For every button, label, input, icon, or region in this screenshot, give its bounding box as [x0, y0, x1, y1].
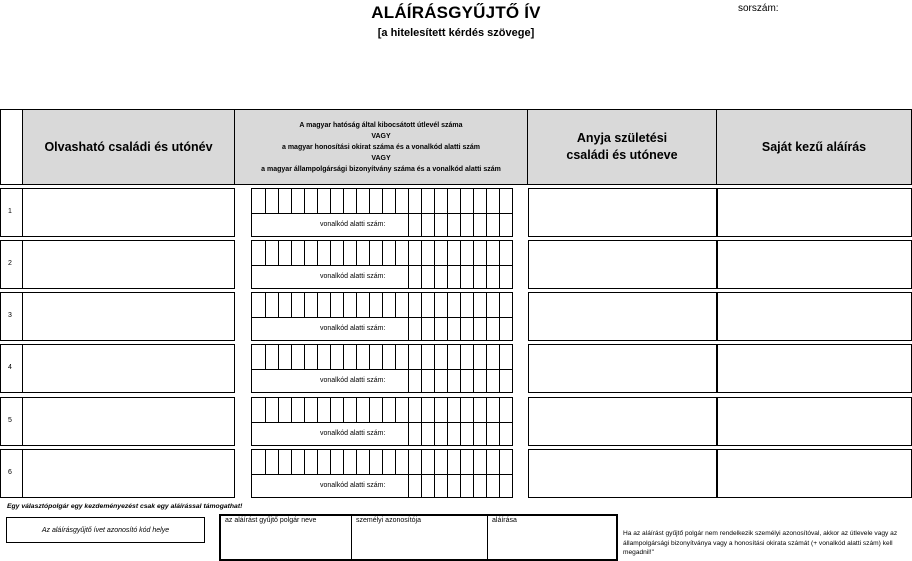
box-divider: [434, 213, 435, 236]
box-divider: [499, 317, 500, 340]
box-divider: [447, 422, 448, 445]
box-divider: [447, 189, 448, 213]
box-divider: [499, 189, 500, 213]
box-divider: [369, 345, 370, 369]
header-name-label: Olvasható családi és utónév: [44, 139, 213, 154]
box-divider: [369, 293, 370, 317]
header-number-cell: [0, 109, 22, 185]
box-divider: [317, 450, 318, 474]
box-divider: [330, 450, 331, 474]
box-divider: [486, 369, 487, 392]
row-number: 2: [8, 260, 12, 267]
row-number: 6: [8, 469, 12, 476]
table-row: [0, 449, 912, 498]
box-divider: [382, 345, 383, 369]
box-divider: [473, 474, 474, 497]
signature-field[interactable]: [717, 240, 912, 289]
header-doc-line5: a magyar állampolgársági bizonyítvány száma és a vonalkód alatti szám: [261, 165, 501, 173]
code-placeholder-box: [6, 517, 205, 543]
box-divider: [265, 345, 266, 369]
box-divider: [486, 189, 487, 213]
box-divider: [421, 317, 422, 340]
box-divider: [278, 241, 279, 265]
box-divider: [278, 450, 279, 474]
box-divider: [278, 398, 279, 422]
box-divider: [265, 189, 266, 213]
header-name: [22, 109, 235, 185]
box-divider: [317, 189, 318, 213]
box-divider: [408, 241, 409, 265]
box-divider: [447, 474, 448, 497]
collector-signature-field[interactable]: [488, 516, 616, 559]
barcode-label: vonalkód alatti szám:: [320, 482, 386, 489]
document-number-boxes[interactable]: [252, 241, 512, 266]
box-divider: [473, 369, 474, 392]
document-number-field[interactable]: [251, 344, 513, 393]
name-field[interactable]: [22, 344, 235, 393]
box-divider: [473, 213, 474, 236]
box-divider: [330, 398, 331, 422]
code-placeholder-label: Az aláírásgyűjtő ívet azonosító kód helye: [41, 526, 170, 534]
box-divider: [356, 450, 357, 474]
box-divider: [473, 422, 474, 445]
box-divider: [447, 398, 448, 422]
box-divider: [278, 293, 279, 317]
box-divider: [460, 450, 461, 474]
box-divider: [330, 189, 331, 213]
box-divider: [421, 369, 422, 392]
name-field[interactable]: [22, 188, 235, 237]
box-divider: [434, 293, 435, 317]
document-number-boxes[interactable]: [252, 189, 512, 214]
box-divider: [395, 398, 396, 422]
box-divider: [265, 241, 266, 265]
box-divider: [356, 398, 357, 422]
document-number-boxes[interactable]: [252, 293, 512, 318]
box-divider: [291, 398, 292, 422]
document-number-field[interactable]: [251, 188, 513, 237]
box-divider: [460, 317, 461, 340]
box-divider: [499, 265, 500, 288]
box-divider: [447, 241, 448, 265]
signature-field[interactable]: [717, 449, 912, 498]
box-divider: [343, 398, 344, 422]
document-number-field[interactable]: [251, 397, 513, 446]
box-divider: [486, 398, 487, 422]
box-divider: [421, 189, 422, 213]
box-divider: [291, 450, 292, 474]
mother-name-field[interactable]: [528, 397, 717, 446]
signature-field[interactable]: [717, 292, 912, 341]
box-divider: [408, 398, 409, 422]
footnote: Egy választópolgár egy kezdeményezést csak egy aláírással támogathat!: [7, 503, 243, 510]
box-divider: [434, 345, 435, 369]
signature-field[interactable]: [717, 344, 912, 393]
box-divider: [460, 398, 461, 422]
barcode-number-boxes[interactable]: [252, 213, 512, 236]
row-number-cell: [0, 397, 22, 446]
box-divider: [434, 422, 435, 445]
box-divider: [369, 398, 370, 422]
header-signature-label: Saját kezű aláírás: [761, 139, 867, 154]
box-divider: [460, 474, 461, 497]
box-divider: [395, 189, 396, 213]
header-document: [235, 109, 528, 185]
box-divider: [408, 369, 409, 392]
box-divider: [421, 265, 422, 288]
header-mother: [528, 109, 717, 185]
mother-name-field[interactable]: [528, 292, 717, 341]
box-divider: [304, 241, 305, 265]
box-divider: [356, 189, 357, 213]
header-mother-line2: családi és utóneve: [566, 148, 678, 162]
document-number-boxes[interactable]: [252, 398, 512, 423]
name-field[interactable]: [22, 292, 235, 341]
box-divider: [499, 213, 500, 236]
box-divider: [395, 293, 396, 317]
name-field[interactable]: [22, 397, 235, 446]
box-divider: [408, 265, 409, 288]
box-divider: [265, 450, 266, 474]
box-divider: [304, 293, 305, 317]
box-divider: [447, 293, 448, 317]
box-divider: [473, 241, 474, 265]
header-signature: [717, 109, 912, 185]
row-number-cell: [0, 344, 22, 393]
box-divider: [395, 450, 396, 474]
signature-field[interactable]: [717, 188, 912, 237]
box-divider: [460, 189, 461, 213]
box-divider: [421, 398, 422, 422]
box-divider: [356, 293, 357, 317]
barcode-label: vonalkód alatti szám:: [320, 221, 386, 228]
box-divider: [330, 241, 331, 265]
box-divider: [486, 422, 487, 445]
box-divider: [460, 369, 461, 392]
box-divider: [395, 345, 396, 369]
box-divider: [499, 345, 500, 369]
box-divider: [499, 369, 500, 392]
box-divider: [460, 213, 461, 236]
box-divider: [460, 345, 461, 369]
box-divider: [447, 369, 448, 392]
box-divider: [421, 474, 422, 497]
document-number-field[interactable]: [251, 240, 513, 289]
box-divider: [486, 293, 487, 317]
box-divider: [499, 398, 500, 422]
barcode-number-boxes[interactable]: [252, 369, 512, 392]
box-divider: [460, 422, 461, 445]
document-number-boxes[interactable]: [252, 345, 512, 370]
box-divider: [473, 265, 474, 288]
box-divider: [265, 398, 266, 422]
collector-id-field[interactable]: [352, 516, 487, 559]
box-divider: [382, 189, 383, 213]
box-divider: [304, 189, 305, 213]
collector-name-label: az aláírást gyűjtő polgár neve: [225, 517, 317, 524]
box-divider: [265, 293, 266, 317]
barcode-number-boxes[interactable]: [252, 317, 512, 340]
barcode-label: vonalkód alatti szám:: [320, 430, 386, 437]
box-divider: [382, 450, 383, 474]
box-divider: [421, 450, 422, 474]
row-number-cell: [0, 188, 22, 237]
box-divider: [421, 213, 422, 236]
box-divider: [434, 369, 435, 392]
box-divider: [499, 450, 500, 474]
box-divider: [369, 189, 370, 213]
serial-number-label: sorszám:: [738, 3, 779, 14]
box-divider: [304, 398, 305, 422]
document-number-field[interactable]: [251, 292, 513, 341]
box-divider: [408, 422, 409, 445]
box-divider: [447, 345, 448, 369]
box-divider: [486, 317, 487, 340]
box-divider: [421, 422, 422, 445]
box-divider: [434, 450, 435, 474]
collector-box: [219, 514, 618, 561]
collector-note: Ha az aláírást gyűjtő polgár nem rendelkezik személyi azonosítóval, akkor az útlevele vagy az állampolgársági bizonyítványa vagy a honosítási okirata számát (+ vonalkód alatti szám) kell megadnil!": [623, 530, 898, 557]
box-divider: [486, 345, 487, 369]
box-divider: [473, 398, 474, 422]
box-divider: [330, 345, 331, 369]
header-doc-line1: A magyar hatóság által kibocsátott útlevél száma: [299, 121, 463, 129]
box-divider: [460, 265, 461, 288]
box-divider: [408, 450, 409, 474]
box-divider: [473, 345, 474, 369]
row-number-cell: [0, 240, 22, 289]
box-divider: [408, 213, 409, 236]
box-divider: [447, 450, 448, 474]
row-number: 3: [8, 312, 12, 319]
box-divider: [434, 241, 435, 265]
table-row: [0, 397, 912, 446]
box-divider: [408, 293, 409, 317]
box-divider: [382, 398, 383, 422]
box-divider: [278, 189, 279, 213]
box-divider: [291, 189, 292, 213]
box-divider: [382, 241, 383, 265]
box-divider: [499, 474, 500, 497]
box-divider: [304, 450, 305, 474]
table-row: [0, 344, 912, 393]
box-divider: [343, 293, 344, 317]
row-number-cell: [0, 292, 22, 341]
box-divider: [408, 474, 409, 497]
box-divider: [408, 345, 409, 369]
table-row: [0, 240, 912, 289]
box-divider: [421, 241, 422, 265]
box-divider: [447, 213, 448, 236]
box-divider: [408, 189, 409, 213]
box-divider: [486, 265, 487, 288]
box-divider: [486, 474, 487, 497]
mother-name-field[interactable]: [528, 240, 717, 289]
barcode-label: vonalkód alatti szám:: [320, 325, 386, 332]
table-row: [0, 292, 912, 341]
header-doc-line2: VAGY: [371, 132, 391, 140]
box-divider: [434, 398, 435, 422]
table-row: [0, 188, 912, 237]
box-divider: [460, 293, 461, 317]
box-divider: [291, 345, 292, 369]
box-divider: [343, 450, 344, 474]
box-divider: [317, 241, 318, 265]
box-divider: [343, 345, 344, 369]
box-divider: [421, 345, 422, 369]
box-divider: [278, 345, 279, 369]
box-divider: [473, 450, 474, 474]
box-divider: [473, 293, 474, 317]
name-field[interactable]: [22, 240, 235, 289]
box-divider: [447, 265, 448, 288]
box-divider: [473, 317, 474, 340]
box-divider: [291, 241, 292, 265]
box-divider: [395, 241, 396, 265]
header-doc-line4: VAGY: [371, 154, 391, 162]
box-divider: [356, 241, 357, 265]
name-field[interactable]: [22, 449, 235, 498]
box-divider: [343, 241, 344, 265]
signature-field[interactable]: [717, 397, 912, 446]
box-divider: [499, 293, 500, 317]
box-divider: [421, 293, 422, 317]
barcode-label: vonalkód alatti szám:: [320, 273, 386, 280]
mother-name-field[interactable]: [528, 188, 717, 237]
box-divider: [408, 317, 409, 340]
barcode-label: vonalkód alatti szám:: [320, 377, 386, 384]
box-divider: [486, 450, 487, 474]
box-divider: [382, 293, 383, 317]
row-number: 1: [8, 208, 12, 215]
box-divider: [356, 345, 357, 369]
header-doc-line3: a magyar honosítási okirat száma és a vonalkód alatti szám: [281, 143, 481, 151]
box-divider: [486, 213, 487, 236]
barcode-number-boxes[interactable]: [252, 422, 512, 445]
collector-name-field[interactable]: [221, 516, 351, 559]
box-divider: [369, 450, 370, 474]
box-divider: [460, 241, 461, 265]
mother-name-field[interactable]: [528, 344, 717, 393]
box-divider: [317, 345, 318, 369]
box-divider: [434, 265, 435, 288]
document-number-boxes[interactable]: [252, 450, 512, 475]
box-divider: [434, 317, 435, 340]
collector-id-label: személyi azonosítója: [356, 517, 421, 524]
box-divider: [486, 241, 487, 265]
collector-signature-label: aláírása: [492, 517, 517, 524]
box-divider: [343, 189, 344, 213]
mother-name-field[interactable]: [528, 449, 717, 498]
barcode-number-boxes[interactable]: [252, 474, 512, 497]
box-divider: [330, 293, 331, 317]
box-divider: [447, 317, 448, 340]
box-divider: [369, 241, 370, 265]
row-number-cell: [0, 449, 22, 498]
box-divider: [317, 293, 318, 317]
box-divider: [434, 189, 435, 213]
box-divider: [499, 241, 500, 265]
row-number: 4: [8, 364, 12, 371]
box-divider: [473, 189, 474, 213]
barcode-number-boxes[interactable]: [252, 265, 512, 288]
document-number-field[interactable]: [251, 449, 513, 498]
box-divider: [499, 422, 500, 445]
box-divider: [434, 474, 435, 497]
row-number: 5: [8, 417, 12, 424]
box-divider: [291, 293, 292, 317]
question-text-placeholder: [a hitelesített kérdés szövege]: [377, 27, 535, 39]
form-title: ALÁÍRÁSGYŰJTŐ ÍV: [371, 3, 541, 22]
box-divider: [304, 345, 305, 369]
box-divider: [317, 398, 318, 422]
header-mother-line1: Anyja születési: [576, 131, 668, 145]
